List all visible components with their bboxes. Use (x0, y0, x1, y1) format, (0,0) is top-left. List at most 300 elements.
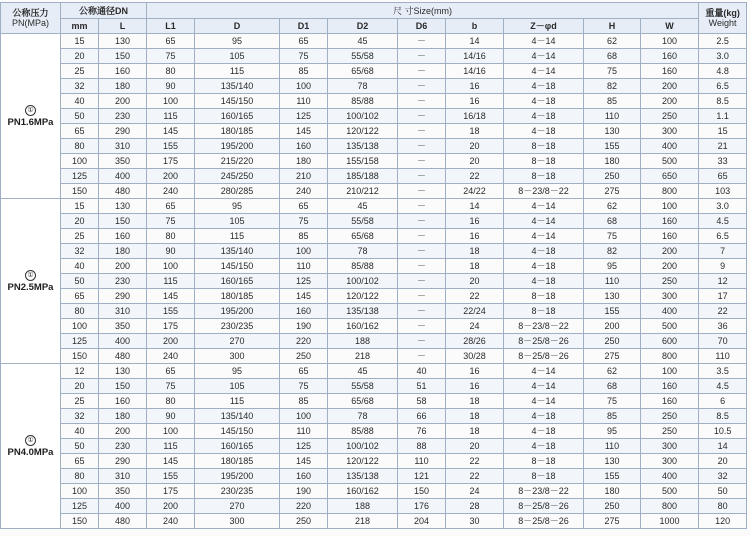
table-cell: 4－18 (504, 244, 584, 259)
table-cell: 4－14 (504, 379, 584, 394)
table-cell: 280/285 (195, 184, 280, 199)
table-cell: 85/88 (328, 259, 398, 274)
table-cell: 65 (699, 169, 747, 184)
table-cell: 240 (147, 184, 195, 199)
table-cell: 115 (195, 394, 280, 409)
table-cell: 85 (584, 94, 641, 109)
table-cell: 160 (641, 64, 699, 79)
table-cell: 95 (195, 199, 280, 214)
dn-header (61, 3, 147, 19)
table-cell: 30 (446, 514, 504, 529)
table-cell: 230 (99, 439, 147, 454)
table-cell: 500 (641, 319, 699, 334)
table-cell: 28 (446, 499, 504, 514)
table-cell: 62 (584, 199, 641, 214)
table-cell: 80 (147, 64, 195, 79)
pressure-group-label (1, 364, 61, 529)
table-cell: 88 (398, 439, 446, 454)
table-cell: 200 (99, 424, 147, 439)
table-cell: 120 (699, 514, 747, 529)
table-cell: 40 (61, 94, 99, 109)
table-cell: 175 (147, 484, 195, 499)
table-cell: 121 (398, 469, 446, 484)
table-cell: 65 (147, 199, 195, 214)
table-cell: 275 (584, 514, 641, 529)
table-cell: 215/220 (195, 154, 280, 169)
table-cell: 4－14 (504, 394, 584, 409)
table-cell: 150 (99, 49, 147, 64)
column-header: mm (61, 19, 99, 34)
table-cell: 68 (584, 379, 641, 394)
table-cell: 145/150 (195, 424, 280, 439)
table-cell: 115 (147, 439, 195, 454)
table-cell: 3.0 (699, 49, 747, 64)
table-cell: 20 (61, 379, 99, 394)
table-cell: 150 (61, 184, 99, 199)
table-cell: 24 (446, 484, 504, 499)
table-cell: 130 (584, 124, 641, 139)
table-cell: 16 (446, 379, 504, 394)
table-cell: 55/58 (328, 379, 398, 394)
column-header: W (641, 19, 699, 34)
table-cell: 130 (99, 199, 147, 214)
table-cell: － (398, 289, 446, 304)
table-cell: － (398, 334, 446, 349)
table-cell: 8－18 (504, 154, 584, 169)
table-cell: 250 (584, 499, 641, 514)
table-cell: 300 (195, 349, 280, 364)
table-cell: 500 (641, 154, 699, 169)
table-row (1, 484, 747, 499)
table-cell: 145 (280, 289, 328, 304)
table-cell: 125 (61, 169, 99, 184)
table-cell: 14 (699, 439, 747, 454)
table-cell: 145/150 (195, 94, 280, 109)
table-cell: 250 (641, 274, 699, 289)
table-cell: 290 (99, 454, 147, 469)
table-cell: 135/140 (195, 79, 280, 94)
table-cell: 85 (280, 64, 328, 79)
table-cell: 100 (641, 364, 699, 379)
table-cell: 125 (61, 334, 99, 349)
table-cell: 400 (99, 169, 147, 184)
table-cell: 150 (398, 484, 446, 499)
table-cell: － (398, 304, 446, 319)
table-cell: 18 (446, 409, 504, 424)
table-cell: 110 (280, 424, 328, 439)
table-cell: 145 (147, 289, 195, 304)
table-cell: 8－23/8－22 (504, 184, 584, 199)
table-cell: － (398, 154, 446, 169)
table-cell: 4.5 (699, 214, 747, 229)
table-cell: 135/138 (328, 469, 398, 484)
table-cell: 8－18 (504, 304, 584, 319)
table-cell: 78 (328, 79, 398, 94)
table-cell: 100 (280, 79, 328, 94)
column-header: b (446, 19, 504, 34)
table-cell: 160 (641, 229, 699, 244)
table-cell: 180 (99, 244, 147, 259)
table-cell: 300 (641, 289, 699, 304)
table-cell: 145 (280, 124, 328, 139)
table-cell: 8－25/8－26 (504, 334, 584, 349)
table-cell: 75 (584, 64, 641, 79)
table-cell: 75 (147, 379, 195, 394)
table-cell: 4－14 (504, 199, 584, 214)
table-cell: 16 (446, 364, 504, 379)
table-cell: 204 (398, 514, 446, 529)
table-cell: 105 (195, 49, 280, 64)
table-cell: 8－25/8－26 (504, 514, 584, 529)
table-cell: 400 (99, 334, 147, 349)
table-cell: 32 (61, 409, 99, 424)
table-cell: 160/165 (195, 274, 280, 289)
table-cell: 240 (280, 184, 328, 199)
table-cell: 195/200 (195, 139, 280, 154)
table-cell: 24 (446, 319, 504, 334)
table-cell: 4－14 (504, 229, 584, 244)
table-cell: 8－23/8－22 (504, 484, 584, 499)
table-body (1, 34, 747, 529)
table-cell: 160 (99, 64, 147, 79)
table-row (1, 409, 747, 424)
table-cell: 21 (699, 139, 747, 154)
table-cell: 245/250 (195, 169, 280, 184)
table-cell: 12 (699, 274, 747, 289)
table-cell: 4.5 (699, 379, 747, 394)
table-cell: 300 (641, 454, 699, 469)
table-row (1, 64, 747, 79)
table-cell: － (398, 109, 446, 124)
table-row (1, 199, 747, 214)
table-cell: 4－18 (504, 409, 584, 424)
table-cell: 270 (195, 499, 280, 514)
table-cell: 160 (641, 394, 699, 409)
table-cell: 105 (195, 214, 280, 229)
table-cell: 85 (280, 229, 328, 244)
table-cell: 400 (641, 139, 699, 154)
table-cell: 4－18 (504, 124, 584, 139)
table-cell: 51 (398, 379, 446, 394)
table-cell: 250 (641, 109, 699, 124)
table-cell: － (398, 349, 446, 364)
table-cell: 150 (99, 379, 147, 394)
table-cell: 62 (584, 364, 641, 379)
table-cell: 45 (328, 199, 398, 214)
table-cell: － (398, 34, 446, 49)
table-row (1, 514, 747, 529)
table-row (1, 349, 747, 364)
pressure-group-label (1, 34, 61, 199)
table-cell: 14 (446, 34, 504, 49)
table-cell: 180/185 (195, 124, 280, 139)
table-cell: 230 (99, 274, 147, 289)
table-cell: 4－14 (504, 214, 584, 229)
table-cell: 65 (147, 34, 195, 49)
table-cell: 188 (328, 334, 398, 349)
valve-dimension-table (0, 2, 747, 529)
table-cell: 230/235 (195, 319, 280, 334)
table-cell: 80 (147, 229, 195, 244)
table-cell: 90 (147, 244, 195, 259)
table-cell: 155 (147, 139, 195, 154)
table-cell: 8－18 (504, 289, 584, 304)
table-cell: 6.5 (699, 79, 747, 94)
table-cell: 110 (584, 109, 641, 124)
table-cell: 16 (446, 229, 504, 244)
table-cell: 15 (699, 124, 747, 139)
table-cell: 800 (641, 499, 699, 514)
table-cell: 100 (641, 34, 699, 49)
table-cell: 160 (99, 394, 147, 409)
table-cell: 40 (398, 364, 446, 379)
table-cell: 480 (99, 349, 147, 364)
table-cell: 25 (61, 64, 99, 79)
table-cell: － (398, 94, 446, 109)
table-cell: 62 (584, 34, 641, 49)
table-row (1, 139, 747, 154)
table-cell: 180 (584, 154, 641, 169)
table-row (1, 319, 747, 334)
table-row (1, 184, 747, 199)
table-row (1, 469, 747, 484)
table-cell: 135/138 (328, 139, 398, 154)
table-cell: 24/22 (446, 184, 504, 199)
table-cell: 22 (446, 469, 504, 484)
table-cell: － (398, 124, 446, 139)
table-cell: 350 (99, 154, 147, 169)
table-cell: 350 (99, 319, 147, 334)
pressure-group-label (1, 199, 61, 364)
table-cell: 18 (446, 424, 504, 439)
table-cell: 8－18 (504, 139, 584, 154)
table-cell: － (398, 184, 446, 199)
column-header: D1 (280, 19, 328, 34)
table-cell: 80 (61, 139, 99, 154)
table-row (1, 49, 747, 64)
table-cell: 6 (699, 394, 747, 409)
table-cell: 36 (699, 319, 747, 334)
table-cell: 200 (584, 319, 641, 334)
table-cell: 32 (699, 469, 747, 484)
table-cell: 220 (280, 499, 328, 514)
table-cell: 190 (280, 319, 328, 334)
table-cell: 155 (584, 304, 641, 319)
table-cell: 110 (584, 439, 641, 454)
table-cell: 22 (699, 304, 747, 319)
table-cell: 160 (641, 214, 699, 229)
table-cell: 95 (584, 259, 641, 274)
table-cell: 68 (584, 49, 641, 64)
table-cell: 180/185 (195, 454, 280, 469)
column-header: Z－φd (504, 19, 584, 34)
table-cell: 150 (61, 514, 99, 529)
table-cell: 65 (61, 289, 99, 304)
table-cell: 115 (195, 64, 280, 79)
table-cell: 230/235 (195, 484, 280, 499)
table-cell: 200 (147, 334, 195, 349)
table-cell: 20 (61, 49, 99, 64)
table-cell: 65/68 (328, 394, 398, 409)
table-cell: 155/158 (328, 154, 398, 169)
table-cell: 80 (61, 304, 99, 319)
table-cell: 185/188 (328, 169, 398, 184)
table-cell: 4－14 (504, 64, 584, 79)
table-cell: 110 (699, 349, 747, 364)
table-cell: 135/140 (195, 244, 280, 259)
table-row (1, 154, 747, 169)
table-cell: 145 (147, 454, 195, 469)
table-cell: 50 (61, 274, 99, 289)
circled-note-mark: ① (25, 105, 36, 116)
table-cell: 4－14 (504, 364, 584, 379)
table-cell: 80 (147, 394, 195, 409)
table-cell: 2.5 (699, 34, 747, 49)
table-cell: 125 (61, 499, 99, 514)
table-cell: 75 (584, 229, 641, 244)
table-cell: 240 (147, 349, 195, 364)
table-cell: 135/140 (195, 409, 280, 424)
table-cell: 105 (195, 379, 280, 394)
table-cell: 125 (280, 109, 328, 124)
table-cell: 200 (641, 244, 699, 259)
table-cell: 800 (641, 184, 699, 199)
table-cell: 180 (280, 154, 328, 169)
table-cell: 218 (328, 514, 398, 529)
table-cell: 275 (584, 349, 641, 364)
column-header: D (195, 19, 280, 34)
table-cell: 155 (584, 139, 641, 154)
table-cell: 160/162 (328, 319, 398, 334)
table-cell: 218 (328, 349, 398, 364)
table-cell: 180 (99, 79, 147, 94)
table-cell: 8－23/8－22 (504, 319, 584, 334)
table-cell: 45 (328, 34, 398, 49)
table-cell: 110 (280, 94, 328, 109)
table-cell: 120/122 (328, 124, 398, 139)
column-header: D6 (398, 19, 446, 34)
table-cell: 200 (641, 94, 699, 109)
table-cell: 4－14 (504, 49, 584, 64)
table-cell: 22 (446, 454, 504, 469)
table-cell: 8－18 (504, 469, 584, 484)
table-cell: 50 (61, 109, 99, 124)
table-cell: 650 (641, 169, 699, 184)
table-cell: 85 (584, 409, 641, 424)
table-cell: 45 (328, 364, 398, 379)
table-cell: 270 (195, 334, 280, 349)
table-cell: 16 (446, 79, 504, 94)
table-cell: 100 (61, 484, 99, 499)
table-cell: 195/200 (195, 469, 280, 484)
table-cell: 14/16 (446, 64, 504, 79)
table-row (1, 259, 747, 274)
table-cell: 155 (147, 304, 195, 319)
column-header-row (1, 19, 747, 34)
table-cell: － (398, 79, 446, 94)
table-cell: 65/68 (328, 229, 398, 244)
pressure-header (1, 3, 61, 34)
pressure-label: PN1.6MPa (7, 116, 54, 128)
table-cell: 800 (641, 349, 699, 364)
table-cell: － (398, 214, 446, 229)
table-cell: 310 (99, 469, 147, 484)
column-header: H (584, 19, 641, 34)
table-cell: 4－18 (504, 439, 584, 454)
table-cell: 20 (699, 454, 747, 469)
table-cell: 15 (61, 34, 99, 49)
table-cell: 100 (147, 259, 195, 274)
table-row (1, 304, 747, 319)
table-cell: 32 (61, 79, 99, 94)
table-cell: 210 (280, 169, 328, 184)
table-cell: 100 (641, 199, 699, 214)
table-cell: 200 (147, 169, 195, 184)
table-cell: 85 (280, 394, 328, 409)
table-row (1, 379, 747, 394)
table-cell: 90 (147, 79, 195, 94)
table-cell: 160/165 (195, 109, 280, 124)
table-cell: 8－18 (504, 454, 584, 469)
table-cell: 400 (641, 469, 699, 484)
table-cell: 100 (61, 319, 99, 334)
table-cell: 12 (61, 364, 99, 379)
table-cell: 70 (699, 334, 747, 349)
table-cell: 82 (584, 244, 641, 259)
table-cell: 120/122 (328, 454, 398, 469)
table-cell: 100 (280, 409, 328, 424)
table-cell: 22 (446, 169, 504, 184)
table-cell: － (398, 244, 446, 259)
weight-header (699, 3, 747, 34)
table-cell: － (398, 49, 446, 64)
table-cell: 16 (446, 94, 504, 109)
table-cell: 115 (147, 274, 195, 289)
table-row (1, 424, 747, 439)
table-row (1, 244, 747, 259)
table-cell: 160 (280, 304, 328, 319)
table-cell: 20 (446, 154, 504, 169)
table-cell: 150 (61, 349, 99, 364)
table-cell: 18 (446, 124, 504, 139)
pressure-label: PN4.0MPa (7, 446, 54, 458)
table-cell: 4－18 (504, 424, 584, 439)
table-cell: 80 (61, 469, 99, 484)
table-cell: 200 (99, 94, 147, 109)
size-header (147, 3, 699, 19)
table-cell: 16 (446, 214, 504, 229)
table-cell: 250 (641, 409, 699, 424)
table-cell: 145 (280, 454, 328, 469)
table-cell: 65 (147, 364, 195, 379)
table-cell: 25 (61, 394, 99, 409)
table-cell: 1000 (641, 514, 699, 529)
table-cell: 15 (61, 199, 99, 214)
table-cell: 8.5 (699, 409, 747, 424)
table-cell: 3.5 (699, 364, 747, 379)
table-cell: 40 (61, 424, 99, 439)
table-cell: 4－14 (504, 34, 584, 49)
table-cell: 65 (61, 124, 99, 139)
table-cell: 500 (641, 484, 699, 499)
size-header-label: 尺 寸Size(mm) (393, 5, 453, 16)
table-cell: 480 (99, 514, 147, 529)
table-cell: 400 (99, 499, 147, 514)
table-cell: 115 (195, 229, 280, 244)
table-cell: 28/26 (446, 334, 504, 349)
table-cell: 160 (280, 139, 328, 154)
table-cell: 22/24 (446, 304, 504, 319)
